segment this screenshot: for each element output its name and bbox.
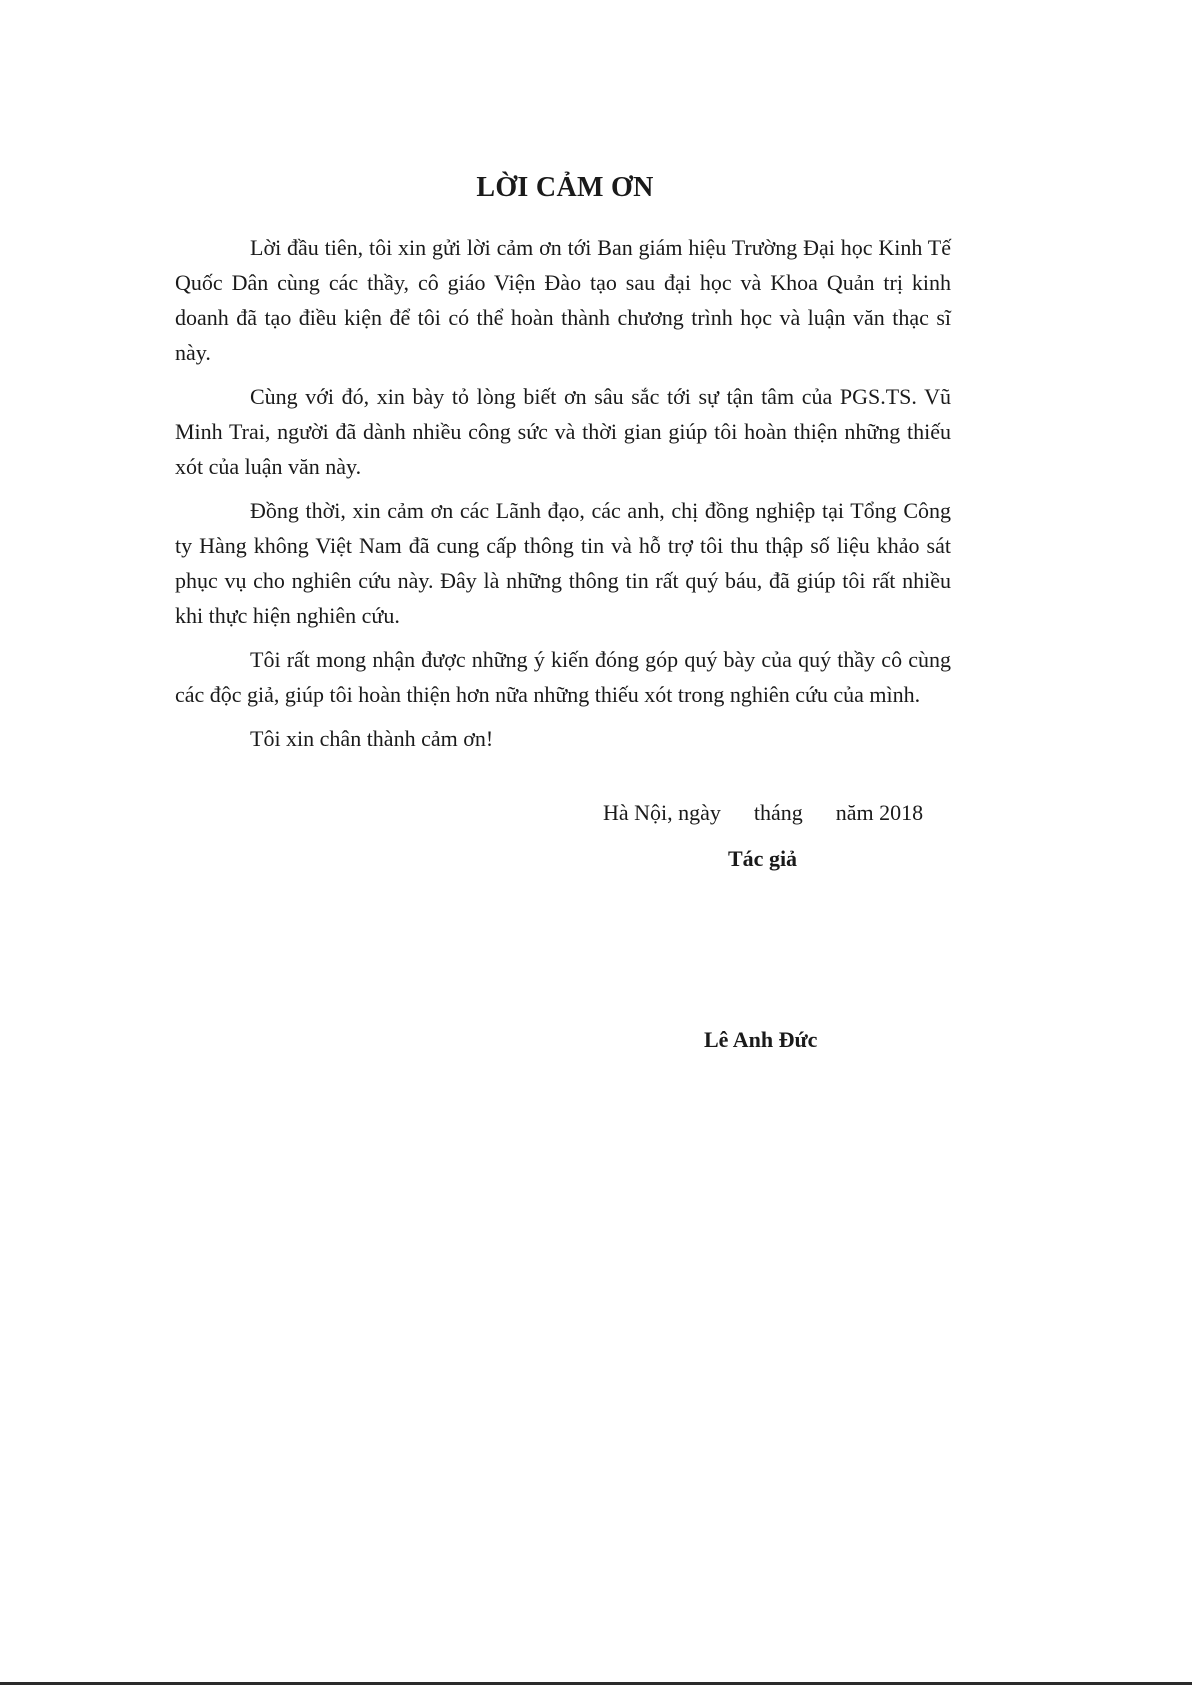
author-name: Lê Anh Đức	[704, 1027, 818, 1052]
author-label: Tác giả	[728, 846, 798, 871]
paragraph-2: Cùng với đó, xin bày tỏ lòng biết ơn sâu sắc tới sự tận tâm của PGS.TS. Vũ Minh Trai, người đã dành nhiều công sức và thời gian giúp tôi hoàn thiện những thiếu xót của luận văn này.	[175, 384, 951, 479]
closing-line: Tôi xin chân thành cảm ơn!	[250, 726, 494, 751]
date-line: Hà Nội, ngày tháng năm 2018	[603, 800, 924, 825]
paragraph-3: Đồng thời, xin cảm ơn các Lãnh đạo, các anh, chị đồng nghiệp tại Tổng Công ty Hàng không Việt Nam đã cung cấp thông tin và hỗ trợ tôi thu thập số liệu khảo sát phục vụ cho nghiên cứu này. Đây là những thông tin rất quý báu, đã giúp tôi rất nhiều khi thực hiện nghiên cứu.	[175, 498, 951, 628]
paragraph-4: Tôi rất mong nhận được những ý kiến đóng góp quý bày của quý thầy cô cùng các độc giả, giúp tôi hoàn thiện hơn nữa những thiếu xót trong nghiên cứu của mình.	[175, 647, 951, 707]
body-text	[175, 230, 951, 756]
paragraph-1: Lời đầu tiên, tôi xin gửi lời cảm ơn tới Ban giám hiệu Trường Đại học Kinh Tế Quốc Dân cùng các thầy, cô giáo Viện Đào tạo sau đại học và Khoa Quản trị kinh doanh đã tạo điều kiện để tôi có thể hoàn thành chương trình học và luận văn thạc sĩ này.	[175, 235, 951, 365]
page-title: LỜI CẢM ƠN	[476, 172, 654, 203]
